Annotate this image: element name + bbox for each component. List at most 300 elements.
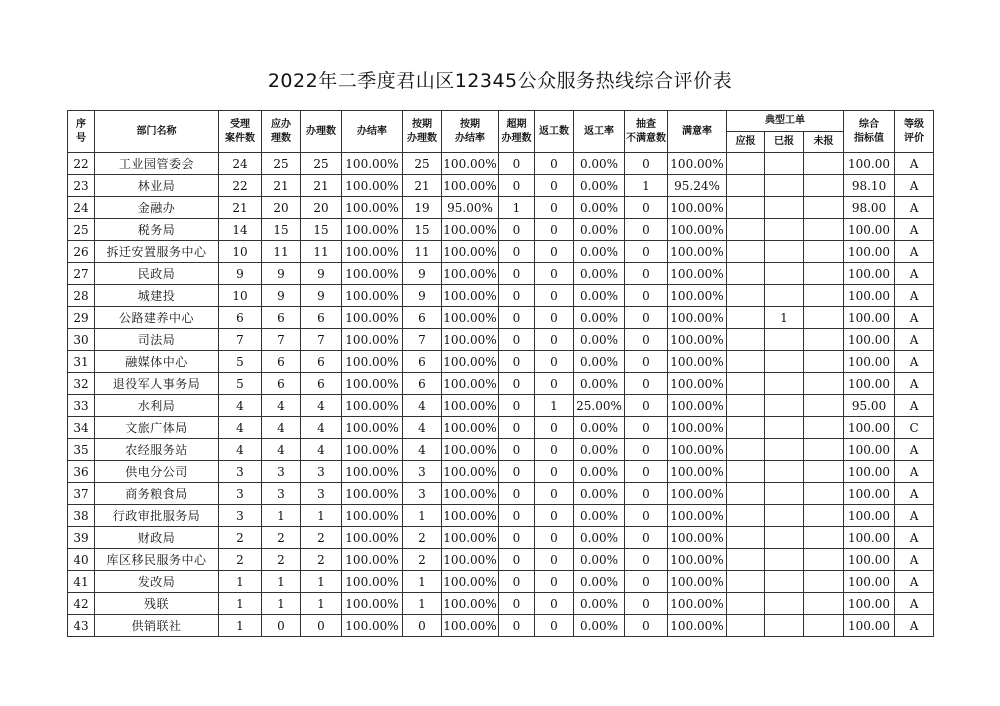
cell-rework: 0: [535, 307, 574, 329]
cell-typical-should: [727, 461, 765, 483]
cell-handled: 6: [301, 373, 342, 395]
cell-typical-reported: [765, 395, 804, 417]
cell-typical-should: [727, 263, 765, 285]
header-dept: 部门名称: [95, 111, 219, 153]
cell-should-handle: 1: [262, 505, 301, 527]
cell-typical-unreported: [804, 263, 844, 285]
cell-seq: 23: [68, 175, 95, 197]
cell-ontime-count: 4: [403, 417, 442, 439]
cell-ontime-count: 4: [403, 395, 442, 417]
cell-handle-rate: 100.00%: [342, 483, 403, 505]
cell-grade: A: [895, 593, 934, 615]
cell-score: 100.00: [844, 505, 895, 527]
cell-ontime-count: 3: [403, 461, 442, 483]
cell-dept-name: 财政局: [95, 527, 219, 549]
cell-handled: 2: [301, 527, 342, 549]
cell-ontime-rate: 100.00%: [442, 439, 499, 461]
cell-rework-rate: 0.00%: [574, 241, 625, 263]
cell-dept-name: 税务局: [95, 219, 219, 241]
cell-ontime-count: 0: [403, 615, 442, 637]
cell-typical-unreported: [804, 461, 844, 483]
cell-overdue: 0: [499, 219, 535, 241]
cell-received: 14: [219, 219, 262, 241]
cell-typical-should: [727, 219, 765, 241]
cell-handle-rate: 100.00%: [342, 197, 403, 219]
header-spot-check: 抽查 不满意数: [625, 111, 668, 153]
cell-ontime-count: 2: [403, 527, 442, 549]
header-typical-unreported: 未报: [804, 132, 844, 153]
cell-handle-rate: 100.00%: [342, 615, 403, 637]
cell-rework-rate: 0.00%: [574, 549, 625, 571]
cell-typical-unreported: [804, 351, 844, 373]
cell-spot-check: 0: [625, 395, 668, 417]
cell-grade: A: [895, 153, 934, 175]
cell-rework: 0: [535, 505, 574, 527]
page-title: 2022年二季度君山区12345公众服务热线综合评价表: [267, 70, 733, 92]
cell-should-handle: 6: [262, 351, 301, 373]
cell-should-handle: 4: [262, 439, 301, 461]
cell-dept-name: 供销联社: [95, 615, 219, 637]
cell-grade: A: [895, 351, 934, 373]
cell-score: 100.00: [844, 153, 895, 175]
cell-seq: 43: [68, 615, 95, 637]
cell-rework: 0: [535, 527, 574, 549]
cell-dept-name: 公路建养中心: [95, 307, 219, 329]
cell-typical-unreported: [804, 439, 844, 461]
cell-score: 100.00: [844, 241, 895, 263]
cell-rework: 0: [535, 197, 574, 219]
cell-typical-should: [727, 373, 765, 395]
cell-overdue: 0: [499, 505, 535, 527]
table-row: [68, 571, 934, 593]
cell-dept-name: 行政审批服务局: [95, 505, 219, 527]
cell-typical-should: [727, 285, 765, 307]
cell-grade: A: [895, 439, 934, 461]
cell-overdue: 0: [499, 483, 535, 505]
cell-dept-name: 残联: [95, 593, 219, 615]
cell-typical-should: [727, 505, 765, 527]
cell-grade: A: [895, 197, 934, 219]
table-row: [68, 373, 934, 395]
cell-seq: 32: [68, 373, 95, 395]
cell-rework: 0: [535, 571, 574, 593]
cell-typical-should: [727, 197, 765, 219]
cell-ontime-count: 9: [403, 263, 442, 285]
cell-overdue: 0: [499, 175, 535, 197]
cell-overdue: 0: [499, 439, 535, 461]
cell-ontime-count: 25: [403, 153, 442, 175]
cell-ontime-count: 7: [403, 329, 442, 351]
table-row: [68, 395, 934, 417]
cell-ontime-count: 3: [403, 483, 442, 505]
cell-typical-unreported: [804, 395, 844, 417]
cell-score: 100.00: [844, 417, 895, 439]
cell-ontime-rate: 100.00%: [442, 175, 499, 197]
cell-handle-rate: 100.00%: [342, 175, 403, 197]
cell-overdue: 1: [499, 197, 535, 219]
cell-should-handle: 3: [262, 461, 301, 483]
cell-overdue: 0: [499, 593, 535, 615]
cell-received: 1: [219, 615, 262, 637]
cell-rework: 0: [535, 329, 574, 351]
cell-should-handle: 11: [262, 241, 301, 263]
cell-dept-name: 水利局: [95, 395, 219, 417]
cell-grade: A: [895, 615, 934, 637]
cell-ontime-count: 1: [403, 571, 442, 593]
cell-rework-rate: 0.00%: [574, 307, 625, 329]
cell-rework: 0: [535, 417, 574, 439]
cell-satisfaction: 100.00%: [668, 197, 727, 219]
cell-ontime-rate: 100.00%: [442, 263, 499, 285]
cell-typical-reported: [765, 153, 804, 175]
cell-grade: A: [895, 395, 934, 417]
cell-ontime-count: 19: [403, 197, 442, 219]
cell-typical-should: [727, 307, 765, 329]
cell-handle-rate: 100.00%: [342, 571, 403, 593]
cell-satisfaction: 100.00%: [668, 329, 727, 351]
cell-overdue: 0: [499, 241, 535, 263]
cell-typical-should: [727, 329, 765, 351]
cell-score: 100.00: [844, 483, 895, 505]
cell-rework: 0: [535, 373, 574, 395]
table-row: [68, 175, 934, 197]
cell-received: 10: [219, 241, 262, 263]
cell-typical-unreported: [804, 549, 844, 571]
cell-handled: 3: [301, 483, 342, 505]
cell-seq: 24: [68, 197, 95, 219]
cell-dept-name: 退役军人事务局: [95, 373, 219, 395]
cell-score: 100.00: [844, 593, 895, 615]
cell-typical-reported: [765, 483, 804, 505]
cell-rework-rate: 0.00%: [574, 527, 625, 549]
cell-score: 98.10: [844, 175, 895, 197]
cell-rework: 0: [535, 153, 574, 175]
cell-should-handle: 9: [262, 285, 301, 307]
cell-score: 100.00: [844, 219, 895, 241]
cell-typical-reported: [765, 527, 804, 549]
cell-received: 4: [219, 417, 262, 439]
cell-received: 5: [219, 373, 262, 395]
cell-handled: 4: [301, 395, 342, 417]
cell-rework-rate: 0.00%: [574, 285, 625, 307]
cell-spot-check: 0: [625, 571, 668, 593]
cell-seq: 34: [68, 417, 95, 439]
cell-should-handle: 2: [262, 549, 301, 571]
cell-received: 2: [219, 549, 262, 571]
cell-seq: 39: [68, 527, 95, 549]
cell-typical-reported: [765, 593, 804, 615]
cell-grade: A: [895, 307, 934, 329]
header-ontime-count: 按期 办理数: [403, 111, 442, 153]
cell-score: 100.00: [844, 527, 895, 549]
table-row: [68, 307, 934, 329]
cell-dept-name: 发改局: [95, 571, 219, 593]
cell-ontime-rate: 100.00%: [442, 461, 499, 483]
cell-should-handle: 15: [262, 219, 301, 241]
cell-score: 100.00: [844, 439, 895, 461]
cell-ontime-count: 11: [403, 241, 442, 263]
table-row: [68, 197, 934, 219]
cell-rework-rate: 0.00%: [574, 351, 625, 373]
cell-rework: 0: [535, 483, 574, 505]
cell-ontime-rate: 100.00%: [442, 285, 499, 307]
cell-ontime-count: 6: [403, 307, 442, 329]
cell-received: 22: [219, 175, 262, 197]
cell-grade: A: [895, 219, 934, 241]
cell-ontime-count: 6: [403, 373, 442, 395]
cell-typical-reported: [765, 505, 804, 527]
cell-rework: 0: [535, 593, 574, 615]
cell-typical-should: [727, 593, 765, 615]
cell-ontime-rate: 100.00%: [442, 571, 499, 593]
cell-rework-rate: 0.00%: [574, 593, 625, 615]
cell-should-handle: 7: [262, 329, 301, 351]
cell-typical-unreported: [804, 615, 844, 637]
cell-grade: A: [895, 505, 934, 527]
cell-should-handle: 1: [262, 593, 301, 615]
cell-spot-check: 0: [625, 505, 668, 527]
cell-seq: 29: [68, 307, 95, 329]
cell-handle-rate: 100.00%: [342, 307, 403, 329]
cell-typical-unreported: [804, 593, 844, 615]
header-overdue: 超期 办理数: [499, 111, 535, 153]
cell-typical-reported: [765, 373, 804, 395]
cell-rework-rate: 0.00%: [574, 373, 625, 395]
cell-grade: A: [895, 373, 934, 395]
cell-grade: A: [895, 483, 934, 505]
cell-satisfaction: 100.00%: [668, 241, 727, 263]
cell-rework: 0: [535, 351, 574, 373]
header-seq: 序 号: [68, 111, 95, 153]
cell-spot-check: 0: [625, 153, 668, 175]
cell-typical-reported: [765, 241, 804, 263]
header-should-handle: 应办 理数: [262, 111, 301, 153]
cell-received: 3: [219, 505, 262, 527]
cell-typical-should: [727, 241, 765, 263]
cell-score: 100.00: [844, 615, 895, 637]
cell-overdue: 0: [499, 373, 535, 395]
cell-ontime-rate: 100.00%: [442, 241, 499, 263]
cell-ontime-count: 1: [403, 593, 442, 615]
cell-received: 3: [219, 461, 262, 483]
cell-typical-unreported: [804, 285, 844, 307]
cell-handled: 9: [301, 263, 342, 285]
header-typical-should: 应报: [727, 132, 765, 153]
cell-typical-unreported: [804, 241, 844, 263]
cell-handled: 2: [301, 549, 342, 571]
table-row: [68, 593, 934, 615]
cell-ontime-rate: 100.00%: [442, 417, 499, 439]
cell-should-handle: 2: [262, 527, 301, 549]
cell-should-handle: 4: [262, 395, 301, 417]
cell-should-handle: 0: [262, 615, 301, 637]
cell-satisfaction: 100.00%: [668, 615, 727, 637]
cell-satisfaction: 100.00%: [668, 483, 727, 505]
cell-handle-rate: 100.00%: [342, 329, 403, 351]
cell-ontime-rate: 100.00%: [442, 351, 499, 373]
cell-score: 98.00: [844, 197, 895, 219]
cell-handle-rate: 100.00%: [342, 417, 403, 439]
cell-typical-unreported: [804, 505, 844, 527]
cell-score: 100.00: [844, 307, 895, 329]
cell-spot-check: 0: [625, 549, 668, 571]
cell-handle-rate: 100.00%: [342, 505, 403, 527]
cell-received: 5: [219, 351, 262, 373]
cell-handle-rate: 100.00%: [342, 285, 403, 307]
table-row: [68, 483, 934, 505]
cell-received: 24: [219, 153, 262, 175]
cell-overdue: 0: [499, 461, 535, 483]
cell-handle-rate: 100.00%: [342, 461, 403, 483]
cell-dept-name: 库区移民服务中心: [95, 549, 219, 571]
cell-handle-rate: 100.00%: [342, 395, 403, 417]
cell-received: 2: [219, 527, 262, 549]
cell-dept-name: 供电分公司: [95, 461, 219, 483]
cell-grade: A: [895, 175, 934, 197]
cell-dept-name: 融媒体中心: [95, 351, 219, 373]
cell-handled: 20: [301, 197, 342, 219]
cell-rework-rate: 0.00%: [574, 505, 625, 527]
cell-rework-rate: 0.00%: [574, 571, 625, 593]
cell-seq: 41: [68, 571, 95, 593]
cell-rework: 0: [535, 461, 574, 483]
cell-satisfaction: 100.00%: [668, 461, 727, 483]
cell-typical-reported: [765, 549, 804, 571]
cell-spot-check: 0: [625, 263, 668, 285]
cell-rework: 0: [535, 285, 574, 307]
cell-typical-should: [727, 527, 765, 549]
cell-satisfaction: 100.00%: [668, 153, 727, 175]
cell-typical-should: [727, 483, 765, 505]
cell-typical-reported: [765, 263, 804, 285]
cell-received: 9: [219, 263, 262, 285]
cell-dept-name: 文旅广体局: [95, 417, 219, 439]
cell-score: 100.00: [844, 571, 895, 593]
cell-typical-should: [727, 351, 765, 373]
cell-ontime-rate: 100.00%: [442, 505, 499, 527]
cell-received: 7: [219, 329, 262, 351]
cell-grade: A: [895, 285, 934, 307]
cell-score: 100.00: [844, 373, 895, 395]
cell-spot-check: 0: [625, 593, 668, 615]
cell-rework: 0: [535, 263, 574, 285]
cell-handle-rate: 100.00%: [342, 351, 403, 373]
cell-spot-check: 0: [625, 351, 668, 373]
cell-satisfaction: 100.00%: [668, 571, 727, 593]
cell-typical-reported: [765, 175, 804, 197]
cell-ontime-rate: 100.00%: [442, 153, 499, 175]
table-row: [68, 505, 934, 527]
header-score: 综合 指标值: [844, 111, 895, 153]
header-handled: 办理数: [301, 111, 342, 153]
cell-handle-rate: 100.00%: [342, 241, 403, 263]
cell-rework-rate: 0.00%: [574, 329, 625, 351]
cell-seq: 25: [68, 219, 95, 241]
cell-typical-should: [727, 571, 765, 593]
cell-dept-name: 工业园管委会: [95, 153, 219, 175]
cell-ontime-rate: 100.00%: [442, 219, 499, 241]
cell-seq: 40: [68, 549, 95, 571]
cell-spot-check: 0: [625, 527, 668, 549]
cell-rework: 0: [535, 175, 574, 197]
cell-seq: 42: [68, 593, 95, 615]
cell-ontime-rate: 100.00%: [442, 329, 499, 351]
cell-ontime-rate: 100.00%: [442, 593, 499, 615]
cell-overdue: 0: [499, 527, 535, 549]
cell-spot-check: 0: [625, 241, 668, 263]
cell-typical-should: [727, 417, 765, 439]
table-row: [68, 527, 934, 549]
cell-ontime-count: 1: [403, 505, 442, 527]
cell-handled: 7: [301, 329, 342, 351]
cell-satisfaction: 100.00%: [668, 549, 727, 571]
cell-rework-rate: 0.00%: [574, 417, 625, 439]
cell-rework-rate: 0.00%: [574, 461, 625, 483]
cell-overdue: 0: [499, 329, 535, 351]
cell-typical-reported: [765, 219, 804, 241]
table-row: [68, 351, 934, 373]
cell-handled: 1: [301, 571, 342, 593]
cell-seq: 35: [68, 439, 95, 461]
cell-satisfaction: 100.00%: [668, 395, 727, 417]
cell-spot-check: 0: [625, 615, 668, 637]
cell-score: 100.00: [844, 263, 895, 285]
table-body: [68, 153, 934, 637]
table-row: [68, 219, 934, 241]
table-row: [68, 241, 934, 263]
cell-spot-check: 0: [625, 285, 668, 307]
cell-rework: 0: [535, 439, 574, 461]
cell-score: 95.00: [844, 395, 895, 417]
cell-rework-rate: 0.00%: [574, 219, 625, 241]
cell-spot-check: 0: [625, 197, 668, 219]
cell-spot-check: 0: [625, 439, 668, 461]
cell-handled: 6: [301, 351, 342, 373]
cell-handled: 1: [301, 505, 342, 527]
cell-seq: 37: [68, 483, 95, 505]
cell-ontime-rate: 100.00%: [442, 549, 499, 571]
cell-received: 4: [219, 395, 262, 417]
cell-satisfaction: 100.00%: [668, 417, 727, 439]
cell-should-handle: 6: [262, 373, 301, 395]
table-row: [68, 285, 934, 307]
cell-overdue: 0: [499, 307, 535, 329]
cell-ontime-count: 4: [403, 439, 442, 461]
cell-dept-name: 农经服务站: [95, 439, 219, 461]
cell-rework-rate: 0.00%: [574, 153, 625, 175]
cell-typical-reported: [765, 351, 804, 373]
cell-typical-unreported: [804, 329, 844, 351]
cell-handled: 25: [301, 153, 342, 175]
cell-rework-rate: 0.00%: [574, 483, 625, 505]
cell-seq: 38: [68, 505, 95, 527]
table-row: [68, 549, 934, 571]
cell-score: 100.00: [844, 461, 895, 483]
cell-handled: 1: [301, 593, 342, 615]
cell-typical-unreported: [804, 175, 844, 197]
cell-handle-rate: 100.00%: [342, 549, 403, 571]
cell-handled: 15: [301, 219, 342, 241]
cell-typical-reported: [765, 615, 804, 637]
cell-rework-rate: 0.00%: [574, 175, 625, 197]
cell-typical-unreported: [804, 153, 844, 175]
cell-grade: C: [895, 417, 934, 439]
cell-ontime-count: 9: [403, 285, 442, 307]
header-rework: 返工数: [535, 111, 574, 153]
cell-handled: 4: [301, 439, 342, 461]
cell-typical-reported: [765, 439, 804, 461]
cell-typical-should: [727, 615, 765, 637]
